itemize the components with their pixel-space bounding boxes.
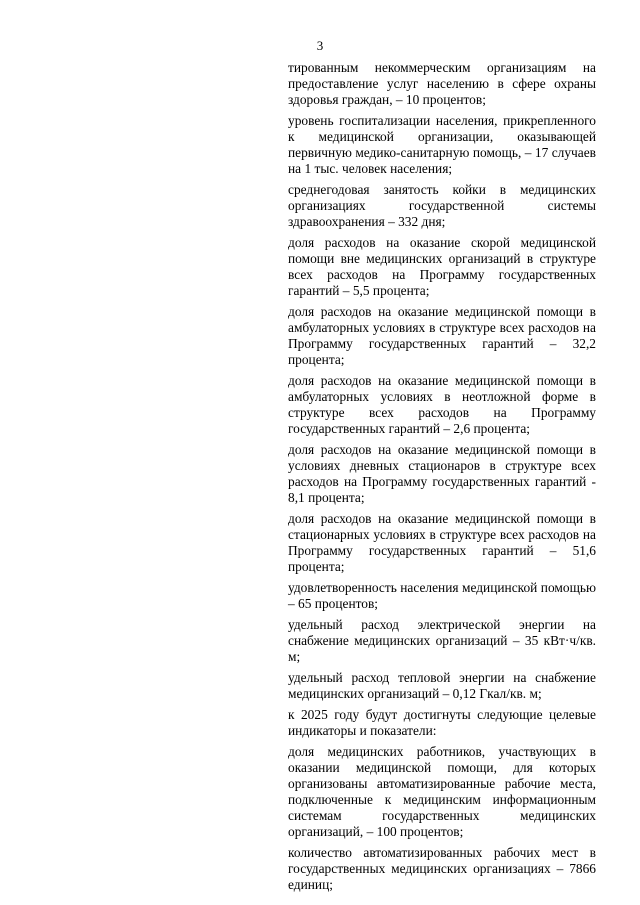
paragraph-12: к 2025 году будут достигнуты следующие целевые индикаторы и показатели: [288,707,596,738]
paragraph-8: доля расходов на оказание медицинской помощи в стационарных условиях в структуре всех расходов на Программу государственных гарантий – 51,6 процента; [288,511,596,574]
paragraph-1: тированным некоммерческим организациям на предоставление услуг населению в сфере охраны здоровья граждан, – 10 процентов; [288,60,596,107]
paragraph-13: доля медицинских работников, участвующих в оказании медицинской помощи, для которых организованы автоматизированные рабочие места, подключенные к медицинским информационным системам государственных медицинских организаций, – 100 процентов; [288,744,596,839]
paragraph-9: удовлетворенность населения медицинской помощью – 65 процентов; [288,580,596,611]
paragraph-7: доля расходов на оказание медицинской помощи в условиях дневных стационаров в структуре всех расходов на Программу государственных гарантий - 8,1 процента; [288,442,596,505]
page-number: 3 [316,38,324,53]
document-body [288,60,596,898]
paragraph-6: доля расходов на оказание медицинской помощи в амбулаторных условиях в неотложной форме в структуре всех расходов на Программу государственных гарантий – 2,6 процента; [288,373,596,436]
paragraph-4: доля расходов на оказание скорой медицинской помощи вне медицинских организаций в структуре всех расходов на Программу государственных гарантий – 5,5 процента; [288,235,596,298]
paragraph-11: удельный расход тепловой энергии на снабжение медицинских организаций – 0,12 Гкал/кв. м; [288,670,596,701]
paragraph-2: уровень госпитализации населения, прикрепленного к медицинской организации, оказывающей первичную медико-санитарную помощь, – 17 случаев на 1 тыс. человек населения; [288,113,596,176]
paragraph-5: доля расходов на оказание медицинской помощи в амбулаторных условиях в структуре всех расходов на Программу государственных гарантий – 32,2 процента; [288,304,596,367]
paragraph-14: количество автоматизированных рабочих мест в государственных медицинских организациях – 7866 единиц; [288,845,596,892]
paragraph-10: удельный расход электрической энергии на снабжение медицинских организаций – 35 кВт·ч/кв. м; [288,617,596,664]
paragraph-3: среднегодовая занятость койки в медицинских организациях государственной системы здравоохранения – 332 дня; [288,182,596,229]
